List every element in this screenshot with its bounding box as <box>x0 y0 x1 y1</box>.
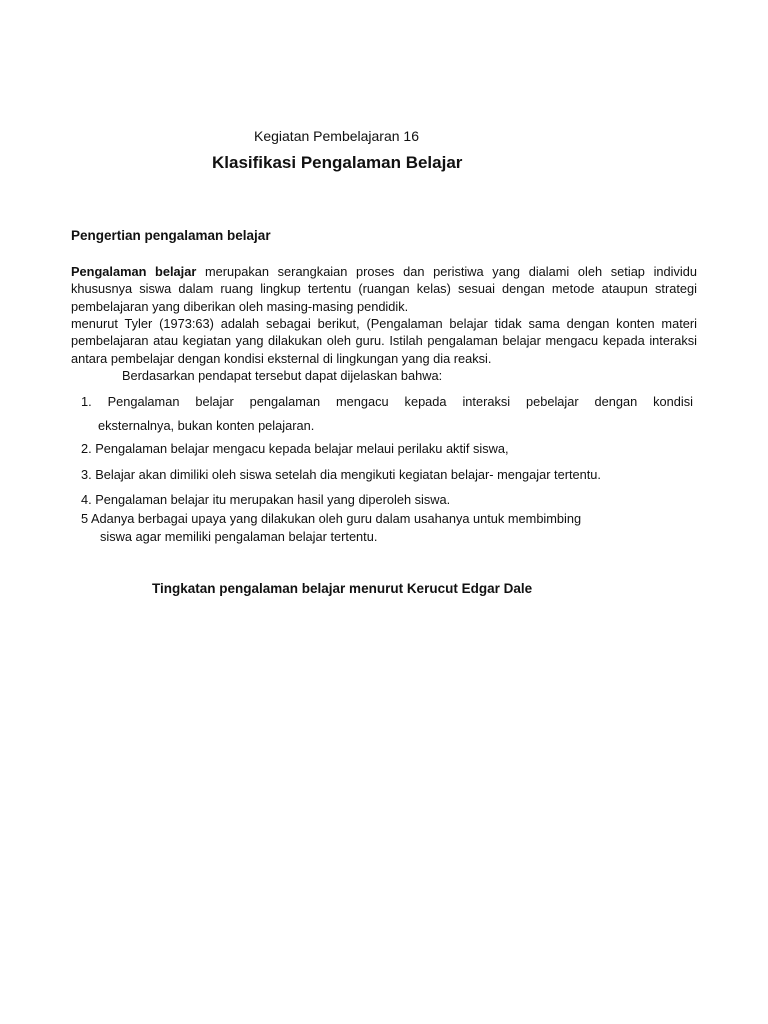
paragraph-tyler: menurut Tyler (1973:63) adalah sebagai berikut, (Pengalaman belajar tidak sama dengan konten materi pembelajaran atau kegiatan yang dilakukan oleh guru. Istilah pengalaman belajar mengacu kepada interaksi antara pembelajar dengan kondisi eksternal di lingkungan yang dia reaksi. <box>71 316 697 366</box>
list-item-continuation: siswa agar memiliki pengalaman belajar tertentu. <box>100 529 378 544</box>
list-item: 2. Pengalaman belajar mengacu kepada belajar melaui perilaku aktif siswa, <box>81 441 509 456</box>
paragraph-intro-list: Berdasarkan pendapat tersebut dapat dijelaskan bahwa: <box>122 368 443 383</box>
list-item-continuation: eksternalnya, bukan konten pelajaran. <box>98 418 315 433</box>
paragraph-definition <box>71 263 697 315</box>
document-subtitle: Kegiatan Pembelajaran 16 <box>254 128 420 144</box>
bottom-heading: Tingkatan pengalaman belajar menurut Kerucut Edgar Dale <box>152 581 533 596</box>
list-item: 5 Adanya berbagai upaya yang dilakukan oleh guru dalam usahanya untuk membimbing <box>81 511 582 526</box>
paragraph-lead-term: Pengalaman belajar <box>71 264 197 279</box>
paragraph-definition-text: merupakan serangkaian proses dan peristiwa yang dialami oleh setiap individu khususnya siswa dalam ruang lingkup tertentu (ruangan kelas) sesuai dengan metode ataupun strategi pembelajaran yang diberikan oleh masing-masing pendidik. <box>71 264 697 314</box>
list-item: 3. Belajar akan dimiliki oleh siswa setelah dia mengikuti kegiatan belajar- mengajar tertentu. <box>81 467 601 482</box>
document-title: Klasifikasi Pengalaman Belajar <box>212 153 463 172</box>
section-heading: Pengertian pengalaman belajar <box>71 228 271 243</box>
list-item: 1. Pengalaman belajar pengalaman mengacu kepada interaksi pebelajar dengan kondisi <box>81 394 693 409</box>
list-item: 4. Pengalaman belajar itu merupakan hasil yang diperoleh siswa. <box>81 492 451 507</box>
